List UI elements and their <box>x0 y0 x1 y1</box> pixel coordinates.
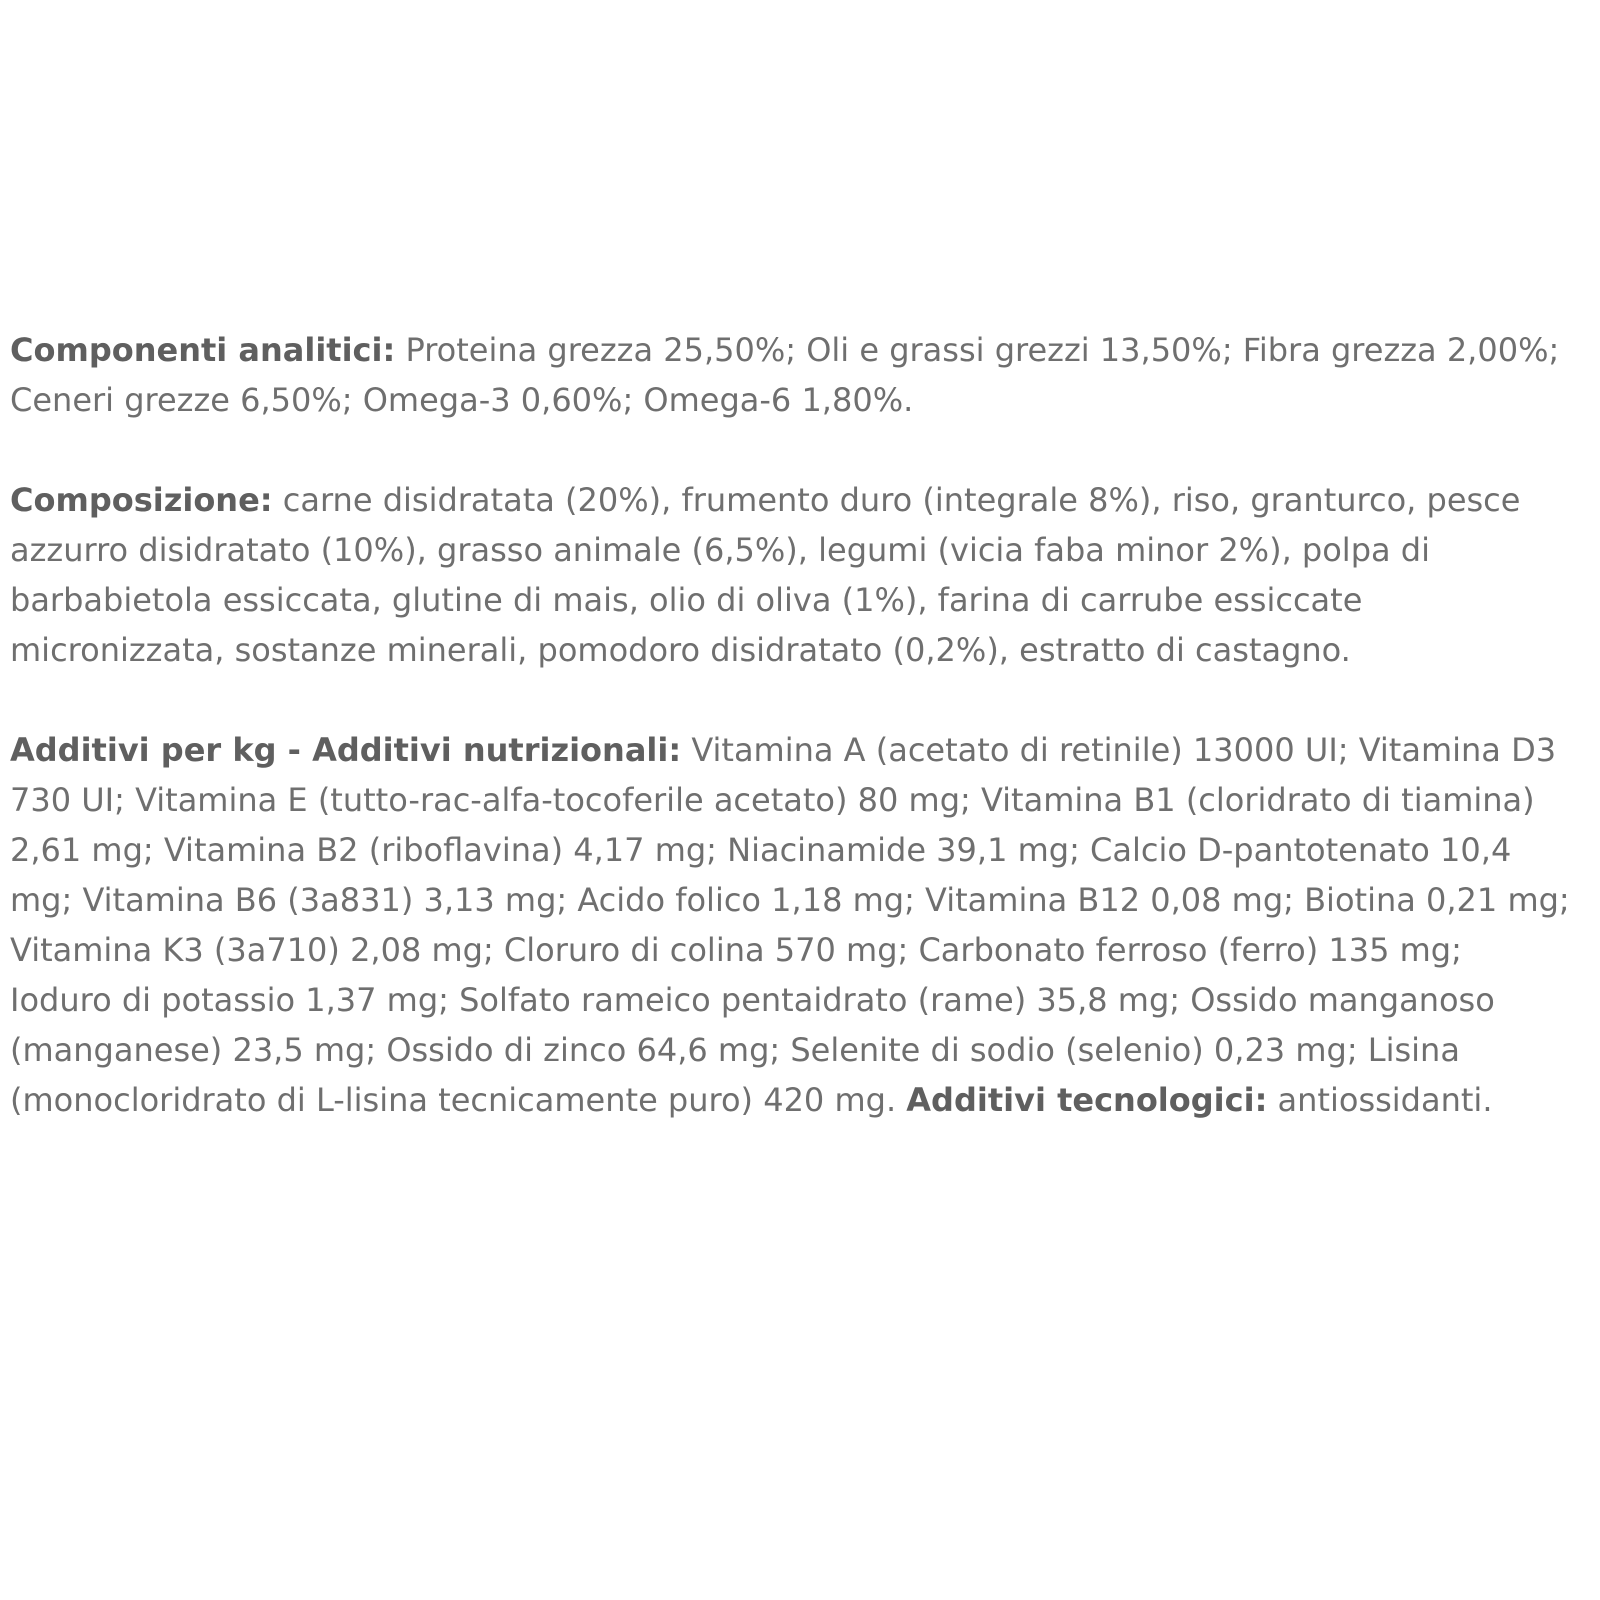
technological-additives-text: antiossidanti. <box>1267 1081 1493 1119</box>
product-label-text <box>10 325 1570 1125</box>
analytical-components-paragraph <box>10 325 1570 425</box>
composition-label: Composizione: <box>10 481 273 519</box>
technological-additives-label: Additivi tecnologici: <box>906 1081 1268 1119</box>
analytical-components-text: Proteina grezza 25,50%; Oli e grassi grezzi 13,50%; Fibra grezza 2,00%; Ceneri grezze 6,50%; Omega-3 0,60%; Omega-6 1,80%. <box>10 331 1560 419</box>
composition-text: carne disidratata (20%), frumento duro (integrale 8%), riso, granturco, pesce azzurro disidratato (10%), grasso animale (6,5%), legumi (vicia faba minor 2%), polpa di barbabietola essiccata, glutine di mais, olio di oliva (1%), farina di carrube essiccate micronizzata, sostanze minerali, pomodoro disidratato (0,2%), estratto di castagno. <box>10 481 1521 669</box>
analytical-components-label: Componenti analitici: <box>10 331 396 369</box>
nutritional-additives-text: Vitamina A (acetato di retinile) 13000 UI; Vitamina D3 730 UI; Vitamina E (tutto-rac-alfa-tocoferile acetato) 80 mg; Vitamina B1 (cloridrato di tiamina) 2,61 mg; Vitamina B2 (riboflavina) 4,17 mg; Niacinamide 39,1 mg; Calcio D-pantotenato 10,4 mg; Vitamina B6 (3a831) 3,13 mg; Acido folico 1,18 mg; Vitamina B12 0,08 mg; Biotina 0,21 mg; Vitamina K3 (3a710) 2,08 mg; Cloruro di colina 570 mg; Carbonato ferroso (ferro) 135 mg; Ioduro di potassio 1,37 mg; Solfato rameico pentaidrato (rame) 35,8 mg; Ossido manganoso (manganese) 23,5 mg; Ossido di zinco 64,6 mg; Selenite di sodio (selenio) 0,23 mg; Lisina (monocloridrato di L-lisina tecnicamente puro) 420 mg. <box>10 731 1570 1119</box>
nutritional-additives-label: Additivi per kg - Additivi nutrizionali: <box>10 731 682 769</box>
composition-paragraph <box>10 475 1570 675</box>
additives-paragraph <box>10 725 1570 1125</box>
